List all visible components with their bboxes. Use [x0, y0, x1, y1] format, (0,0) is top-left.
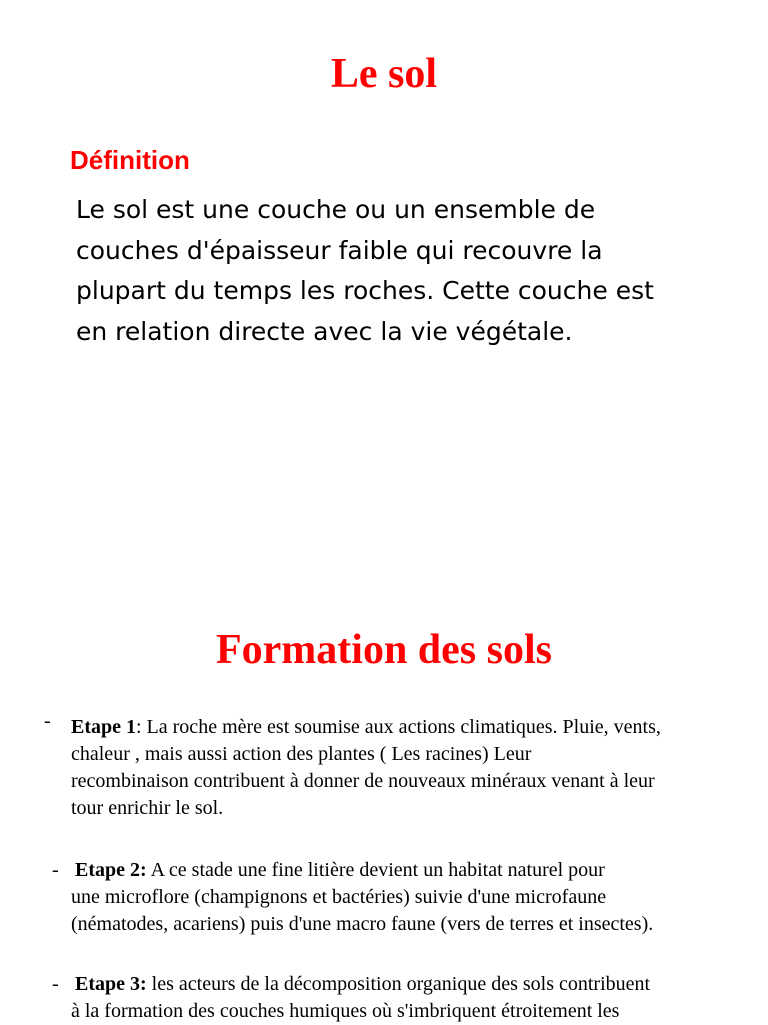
- step-label: Etape 3:: [75, 973, 147, 995]
- definition-line: en relation directe avec la vie végétale.: [76, 316, 573, 346]
- bullet-dash: -: [52, 859, 59, 881]
- step-line: recombinaison contribuent à donner de nouveaux minéraux venant à leur: [71, 770, 655, 792]
- definition-line: Le sol est une couche ou un ensemble de: [76, 195, 596, 224]
- step-first-line: [75, 857, 731, 884]
- bullet-dash: -: [44, 710, 51, 732]
- step-text-rest: les acteurs de la décomposition organique des sols contribuent: [146, 973, 651, 995]
- definition-heading: Définition: [70, 145, 190, 175]
- step-line: chaleur , mais aussi action des plantes ( Les racines) Leur: [71, 743, 532, 765]
- step-label: Etape 2:: [75, 859, 147, 881]
- definition-line: plupart du temps les roches. Cette couche est: [76, 276, 654, 305]
- step-text: [71, 714, 731, 822]
- page-title: Le sol: [330, 51, 438, 97]
- step-text: [71, 971, 731, 1025]
- definition-line: couches d'épaisseur faible qui recouvre la: [76, 235, 603, 265]
- definition-text: [76, 190, 756, 352]
- step-text: [71, 857, 731, 938]
- step-line: tour enrichir le sol.: [71, 797, 224, 819]
- bullet-dash: -: [52, 973, 59, 995]
- step-label: Etape 1: [71, 716, 136, 738]
- step-text-rest: A ce stade une fine litière devient un habitat naturel pour: [146, 859, 605, 881]
- step-first-line: [75, 971, 731, 998]
- step-line: une microflore (champignons et bactéries) suivie d'une microfaune: [71, 886, 607, 908]
- step-text-rest: : La roche mère est soumise aux actions climatiques. Pluie, vents,: [136, 716, 661, 738]
- step-first-line: [71, 714, 731, 741]
- section-title: Formation des sols: [216, 627, 552, 673]
- step-line: (nématodes, acariens) puis d'une macro faune (vers de terres et insectes).: [71, 913, 654, 935]
- step-line: à la formation des couches humiques où s'imbriquent étroitement les: [71, 1000, 620, 1022]
